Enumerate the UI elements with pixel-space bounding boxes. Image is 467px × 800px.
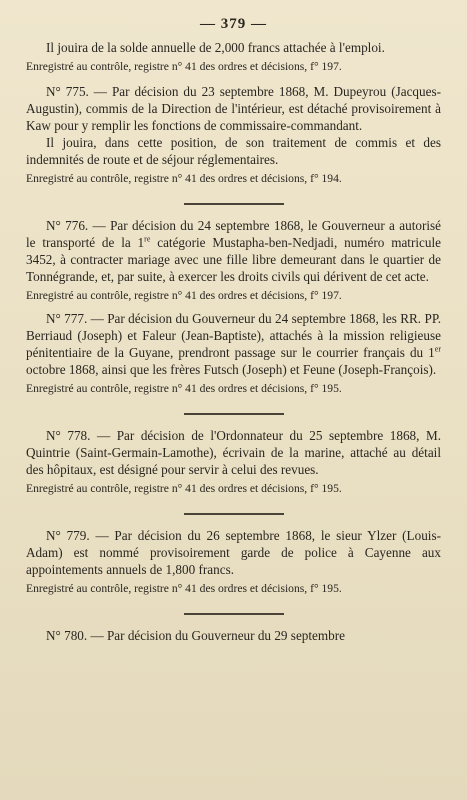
entry-777 — [26, 310, 441, 397]
entry-776-text-a: N° 776. — Par décision du 24 septembre 1868, le Gouverneur a autorisé le transporté de la 1 — [26, 218, 441, 250]
separator-rule — [184, 613, 284, 615]
entry-776-registration: Enregistré au contrôle, registre n° 41 des ordres et décisions, f° 197. — [26, 289, 342, 302]
entry-776-text — [26, 217, 441, 285]
entry-775-registration: Enregistré au contrôle, registre n° 41 des ordres et décisions, f° 194. — [26, 172, 342, 185]
entry-777-sup: er — [434, 344, 441, 354]
entry-780-text: N° 780. — Par décision du Gouverneur du 29 septembre — [46, 628, 345, 643]
entry-778-text: N° 778. — Par décision de l'Ordonnateur du 25 septembre 1868, M. Quintrie (Saint-Germain-Lamothe), écrivain de la marine, attaché au détail des hôpitaux, est désigné pour servir à celui des revues. — [26, 428, 441, 477]
entry-779 — [26, 527, 441, 597]
entry-777-registration: Enregistré au contrôle, registre n° 41 des ordres et décisions, f° 195. — [26, 382, 342, 395]
entry-779-text: N° 779. — Par décision du 26 septembre 1868, le sieur Ylzer (Louis-Adam) est nommé provisoirement garde de police à Cayenne aux appointements annuels de 1,800 francs. — [26, 528, 441, 577]
entry-777-text-a: N° 777. — Par décision du Gouverneur du 24 septembre 1868, les RR. PP. Berriaud (Joseph) et Faleur (Jean-Baptiste), attachés à la mission religieuse pénitentiaire de la Guyane, prendront passage sur le courrier français du 1 — [26, 311, 441, 360]
entry-779-registration: Enregistré au contrôle, registre n° 41 des ordres et décisions, f° 195. — [26, 582, 342, 595]
intro-block — [26, 39, 441, 75]
page-number: — 379 — — [200, 16, 267, 32]
separator-rule — [184, 513, 284, 515]
separator-rule — [184, 413, 284, 415]
entry-778-registration: Enregistré au contrôle, registre n° 41 des ordres et décisions, f° 195. — [26, 482, 342, 495]
intro-text: Il jouira de la solde annuelle de 2,000 francs attachée à l'emploi. — [46, 40, 385, 55]
entry-775-text: N° 775. — Par décision du 23 septembre 1868, M. Dupeyrou (Jacques-Augustin), commis de la Direction de l'intérieur, est détaché provisoirement à Kaw pour y remplir les fonctions de commissaire-commandant. — [26, 84, 441, 133]
entry-776-sup: re — [144, 234, 151, 244]
entry-777-text-b: octobre 1868, ainsi que les frères Futsch (Joseph) et Feune (Joseph-François). — [26, 362, 437, 377]
entry-775 — [26, 83, 441, 187]
entry-778 — [26, 427, 441, 497]
separator-rule — [184, 203, 284, 205]
entry-777-text — [26, 310, 441, 378]
intro-registration: Enregistré au contrôle, registre n° 41 des ordres et décisions, f° 197. — [26, 60, 342, 73]
entry-776 — [26, 217, 441, 304]
entry-775-text2: Il jouira, dans cette position, de son traitement de commis et des indemnités de route et de séjour réglementaires. — [26, 135, 441, 167]
entry-776-text-b: catégorie Mustapha-ben-Nedjadi, numéro matricule 3452, à contracter mariage avec une fille libre demeurant dans le quartier de Tonnégrande, et, par suite, à exercer les droits civils qui dérivent de cet acte. — [26, 235, 441, 284]
entry-780 — [26, 627, 441, 644]
